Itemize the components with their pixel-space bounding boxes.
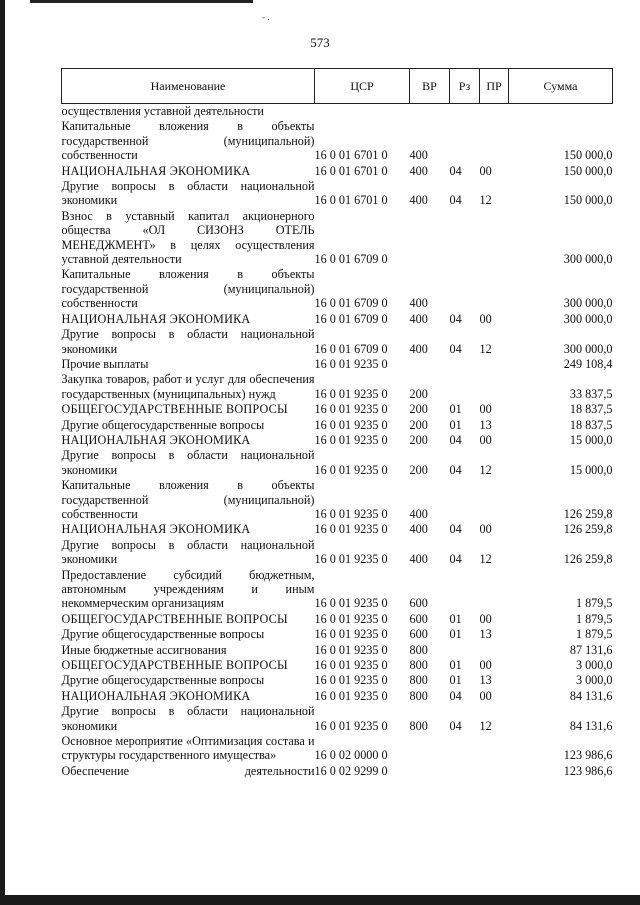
cell-csr: 16 0 01 9235 0 [314,356,388,371]
cell-name: Взнос в уставный капитал акционерного общества «ОЛ СИЗОНЗ ОТЕЛЬ МЕНЕДЖМЕНТ» в целях осуществления уставной деятельности [61,208,315,267]
table-row [62,537,613,567]
cell-name: НАЦИОНАЛЬНАЯ ЭКОНОМИКА [61,163,251,178]
cell-sum: 123 986,6 [563,763,613,778]
cell-csr: 16 0 01 9235 0 [314,673,388,688]
table-row [62,703,613,733]
cell-name: Предоставление субсидий бюджетным, автономным учреждениям и иным некоммерческим организациям [61,567,315,611]
cell-vr: 400 [409,552,428,567]
table-row [62,626,613,641]
budget-table [61,68,613,778]
cell-csr: 16 0 01 9235 0 [314,417,388,432]
cell-vr [410,104,450,119]
cell-vr: 200 [409,386,428,401]
table-row [62,118,613,162]
cell-csr: 16 0 01 9235 0 [314,611,388,626]
table-row [62,521,613,536]
header-rz: Рз [450,69,480,104]
table-body [62,104,613,779]
cell-pr: 00 [479,658,492,673]
cell-name: Капитальные вложения в объекты государственной (муниципальной) собственности [61,267,315,311]
cell-sum: 123 986,6 [563,748,613,763]
cell-csr: 16 0 02 0000 0 [314,748,388,763]
cell-pr: 00 [479,688,492,703]
cell-vr: 800 [409,688,428,703]
cell-sum: 1 879,5 [575,596,613,611]
table-row [62,432,613,447]
table-row [62,401,613,416]
cell-sum: 300 000,0 [563,311,613,326]
cell-rz: 01 [449,611,462,626]
cell-rz: 04 [449,163,462,178]
cell-name: Другие общегосударственные вопросы [61,673,265,688]
cell-pr [480,567,509,611]
cell-name: НАЦИОНАЛЬНАЯ ЭКОНОМИКА [61,432,251,447]
cell-sum: 15 000,0 [569,462,613,477]
cell-pr: 13 [479,627,492,642]
table-row [62,104,613,119]
cell-vr: 400 [409,296,428,311]
cell-rz: 01 [449,673,462,688]
cell-csr: 16 0 01 9235 0 [314,552,388,567]
table-row [62,657,613,672]
cell-pr [480,208,509,267]
cell-pr: 13 [479,417,492,432]
header-csr: ЦСР [315,69,410,104]
cell-pr: 12 [479,193,492,208]
cell-rz: 04 [449,552,462,567]
cell-rz: 01 [449,627,462,642]
cell-rz [450,567,480,611]
cell-sum: 126 259,8 [563,522,613,537]
cell-sum: 126 259,8 [563,552,613,567]
table-row [62,371,613,401]
cell-pr [480,266,509,310]
cell-name: Обеспечение деятельности [61,763,315,778]
cell-name: Капитальные вложения в объекты государственной (муниципальной) собственности [61,119,315,163]
cell-csr: 16 0 01 9235 0 [314,596,388,611]
cell-vr: 200 [409,432,428,447]
cell-sum: 300 000,0 [563,341,613,356]
cell-rz [450,208,480,267]
cell-csr: 16 0 01 6701 0 [314,148,388,163]
cell-rz [450,477,480,521]
cell-vr: 400 [409,193,428,208]
cell-name: Прочие выплаты [61,356,149,371]
cell-rz [450,733,480,763]
cell-sum: 87 131,6 [569,642,613,657]
cell-rz: 01 [449,402,462,417]
cell-sum: 1 879,5 [575,611,613,626]
cell-rz [450,642,480,657]
cell-csr: 16 0 01 6709 0 [314,311,388,326]
scan-mark: - . [262,12,270,22]
cell-rz [450,763,480,778]
table-row [62,611,613,626]
cell-sum: 3 000,0 [575,673,613,688]
cell-sum: 3 000,0 [575,658,613,673]
cell-name: Другие общегосударственные вопросы [61,417,265,432]
cell-pr: 12 [479,552,492,567]
cell-rz: 04 [449,522,462,537]
table-header-row [62,69,613,104]
cell-name: Иные бюджетные ассигнования [61,642,227,657]
cell-pr: 00 [479,611,492,626]
cell-pr: 12 [479,718,492,733]
cell-rz: 04 [449,718,462,733]
cell-vr: 400 [409,163,428,178]
cell-sum: 249 108,4 [563,356,613,371]
cell-vr: 800 [409,673,428,688]
cell-sum: 33 837,5 [569,386,613,401]
cell-rz: 04 [449,341,462,356]
cell-vr: 600 [409,627,428,642]
cell-pr [480,356,509,371]
cell-name: Другие вопросы в области национальной экономики [61,179,315,208]
cell-vr: 800 [409,718,428,733]
cell-rz: 01 [449,658,462,673]
cell-vr [410,208,450,267]
table-row [62,642,613,657]
cell-pr: 00 [479,432,492,447]
scan-left-edge [0,0,5,905]
cell-name: осуществления уставной деятельности [61,104,264,118]
cell-sum: 300 000,0 [563,296,613,311]
header-pr: ПР [480,69,509,104]
cell-name: ОБЩЕГОСУДАРСТВЕННЫЕ ВОПРОСЫ [61,402,288,417]
table-row [62,672,613,687]
cell-name: Другие вопросы в области национальной экономики [61,327,315,356]
cell-pr: 00 [479,311,492,326]
cell-vr [410,356,450,371]
cell-csr: 16 0 01 9235 0 [314,718,388,733]
cell-name: НАЦИОНАЛЬНАЯ ЭКОНОМИКА [61,522,251,537]
cell-vr: 400 [409,311,428,326]
cell-name: Капитальные вложения в объекты государственной (муниципальной) собственности [61,478,315,521]
cell-rz: 04 [449,688,462,703]
cell-rz: 04 [449,311,462,326]
table-row [62,447,613,477]
cell-name: Другие вопросы в области национальной экономики [61,537,315,567]
cell-pr [480,477,509,521]
table-row [62,733,613,763]
cell-pr [480,371,509,401]
cell-pr [480,118,509,162]
cell-name: Закупка товаров, работ и услуг для обеспечения государственных (муниципальных) нужд [61,372,315,401]
cell-rz [450,356,480,371]
table-row [62,356,613,371]
table-row [62,266,613,310]
cell-rz: 04 [449,432,462,447]
cell-vr: 600 [409,611,428,626]
table-row [62,178,613,208]
cell-vr [410,733,450,763]
table-row [62,417,613,432]
cell-rz: 04 [449,193,462,208]
cell-sum: 150 000,0 [563,163,613,178]
cell-sum: 84 131,6 [569,688,613,703]
scan-top-edge [30,0,253,3]
cell-sum: 18 837,5 [569,417,613,432]
cell-vr: 600 [409,596,428,611]
cell-csr: 16 0 01 6701 0 [314,163,388,178]
cell-name: ОБЩЕГОСУДАРСТВЕННЫЕ ВОПРОСЫ [61,658,288,673]
cell-pr: 12 [479,462,492,477]
cell-pr: 00 [479,163,492,178]
table-row [62,477,613,521]
cell-sum: 300 000,0 [563,252,613,267]
cell-csr: 16 0 01 9235 0 [314,658,388,673]
cell-name: Другие вопросы в области национальной экономики [61,704,315,733]
scan-bottom-edge [0,895,640,905]
header-vr: ВР [410,69,450,104]
cell-csr: 16 0 01 9235 0 [314,688,388,703]
cell-rz: 01 [449,417,462,432]
cell-csr: 16 0 01 9235 0 [314,432,388,447]
cell-sum: 126 259,8 [563,506,613,521]
cell-rz [450,266,480,310]
table-row [62,163,613,178]
cell-pr: 12 [479,341,492,356]
cell-rz [450,371,480,401]
cell-vr: 200 [409,462,428,477]
cell-vr: 400 [409,148,428,163]
cell-csr: 16 0 01 6701 0 [314,193,388,208]
cell-csr: 16 0 01 6709 0 [314,252,388,267]
cell-name: Другие общегосударственные вопросы [61,627,265,642]
cell-sum: 150 000,0 [563,193,613,208]
cell-csr: 16 0 01 6709 0 [314,341,388,356]
cell-vr [410,763,450,778]
page-number: 573 [310,35,330,50]
cell-rz [450,118,480,162]
cell-rz: 04 [449,462,462,477]
cell-csr: 16 0 01 9235 0 [314,386,388,401]
cell-vr: 400 [409,506,428,521]
header-name: Наименование [62,69,315,104]
cell-vr: 800 [409,658,428,673]
cell-csr: 16 0 01 9235 0 [314,522,388,537]
cell-pr: 13 [479,673,492,688]
cell-csr: 16 0 02 9299 0 [314,763,388,778]
cell-csr [315,104,410,119]
table-row [62,326,613,356]
header-sum: Сумма [509,69,613,104]
cell-pr [480,642,509,657]
table-row [62,763,613,778]
cell-csr: 16 0 01 6709 0 [314,296,388,311]
cell-csr: 16 0 01 9235 0 [314,402,388,417]
cell-csr: 16 0 01 9235 0 [314,462,388,477]
cell-sum: 84 131,6 [569,718,613,733]
cell-pr: 00 [479,402,492,417]
cell-csr: 16 0 01 9235 0 [314,506,388,521]
cell-csr: 16 0 01 9235 0 [314,627,388,642]
cell-pr [480,763,509,778]
cell-vr: 200 [409,402,428,417]
table-row [62,311,613,326]
cell-sum: 15 000,0 [569,432,613,447]
cell-vr: 400 [409,522,428,537]
cell-name: Другие вопросы в области национальной экономики [61,448,315,477]
table-row [62,567,613,611]
cell-sum: 18 837,5 [569,402,613,417]
cell-sum [509,104,613,119]
cell-pr [480,104,509,119]
cell-rz [450,104,480,119]
cell-sum: 1 879,5 [575,627,613,642]
cell-pr: 00 [479,522,492,537]
cell-name: НАЦИОНАЛЬНАЯ ЭКОНОМИКА [61,688,251,703]
cell-name: ОБЩЕГОСУДАРСТВЕННЫЕ ВОПРОСЫ [61,611,288,626]
cell-name: НАЦИОНАЛЬНАЯ ЭКОНОМИКА [61,311,251,326]
table-row [62,688,613,703]
table-row [62,208,613,267]
cell-pr [480,733,509,763]
cell-name: Основное мероприятие «Оптимизация состава и структуры государственного имущества» [61,734,315,763]
cell-sum: 150 000,0 [563,148,613,163]
cell-csr: 16 0 01 9235 0 [314,642,388,657]
cell-vr: 800 [409,642,428,657]
cell-vr: 400 [409,341,428,356]
cell-vr: 200 [409,417,428,432]
